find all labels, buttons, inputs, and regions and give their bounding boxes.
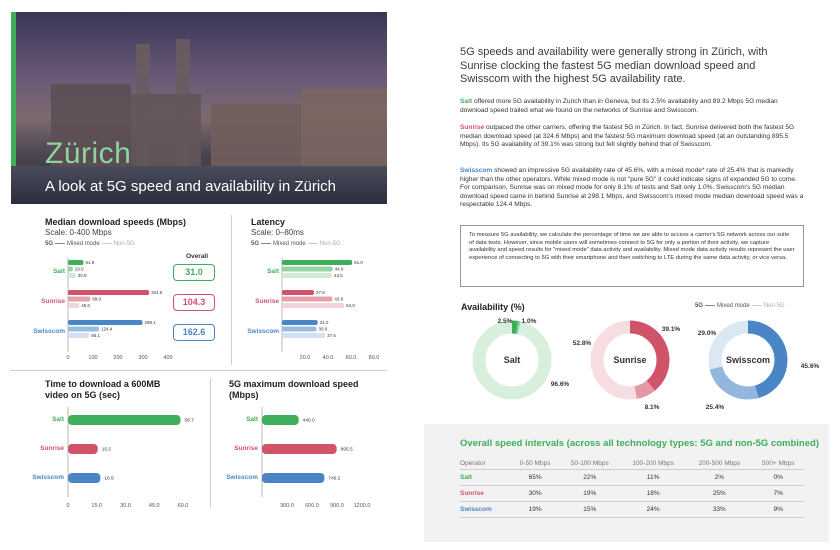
operator-label: Swisscom (226, 474, 258, 481)
bar (68, 303, 79, 308)
bar (68, 415, 181, 425)
operator-label: Sunrise (255, 298, 279, 305)
table-cell: 24% (620, 502, 686, 518)
col-header: 500+ Mbps (752, 458, 804, 470)
legend-non5g: Non-5G (319, 241, 341, 247)
table-cell: 33% (686, 502, 752, 518)
bar (262, 415, 299, 425)
col-header: 0-50 Mbps (511, 458, 560, 470)
tick-label: 40.0 (322, 355, 334, 361)
hero-city-title: Zürich (45, 137, 132, 170)
legend-mixed: Mixed mode (273, 241, 306, 247)
availability-title: Availability (%) (461, 302, 525, 312)
data-label: 44.0 (334, 266, 344, 272)
legend-non5g: Non-5G (113, 241, 135, 247)
paragraph-text: showed an impressive 5G availability rate of 45.6%, with a mixed mode* rate of 25.4% that is markedly higher than the other operators. While mixed mode is not "pure 5G" it could indicate signs of expanded 5G to come. For comparison, Sunrise was on mixed mode for only 8.1% of tests and Salt only 1.0%. Swisscom's 5G median download speed came in behind Sunrise at 298.1 Mbps, and Swisscom's mixed mode median download speed was a respectable 124.4 Mbps. (460, 167, 804, 208)
bar (282, 333, 325, 338)
table-cell: 15% (560, 502, 620, 518)
donut-label: Sunrise (613, 355, 647, 365)
max-chart-title: 5G maximum download speed (Mbps) (229, 379, 359, 400)
tick-label: 200 (113, 355, 123, 361)
col-header: 200-500 Mbps (686, 458, 752, 470)
tick-label: 600.0 (305, 503, 319, 509)
intervals-panel (424, 424, 829, 542)
tick-label: 1200.0 (353, 503, 371, 509)
paragraph-swisscom (460, 167, 805, 210)
data-label: 16.9 (104, 476, 114, 482)
paragraph-text: outpaced the other carriers, offering the fastest 5G in Zürich. In fact, Sunrise delivered both the fastest 5G median download speed (at 324.6 Mbps) and the fastest 5G maximum download speed (at an outstanding 895.5 Mbps). Its 5G availability of 39.1% was strong but fell slightly behind that of Swisscom. (460, 124, 795, 148)
operator-label: Salt (53, 268, 65, 275)
data-label: 440.0 (302, 418, 315, 424)
percent-label: 39.1% (661, 326, 681, 333)
row-operator: Sunrise (460, 486, 511, 502)
bar (262, 444, 337, 454)
bar (262, 473, 324, 483)
median-chart-scale: Scale: 0-400 Mbps (45, 228, 112, 237)
tick-label: 80.0 (368, 355, 380, 361)
data-label: 61.0 (354, 260, 363, 266)
table-row (460, 502, 804, 518)
data-label: 61.9 (85, 260, 95, 266)
operator-name: Sunrise (460, 124, 485, 131)
availability-donuts (460, 312, 830, 412)
tick-label: 300.0 (280, 503, 294, 509)
table-cell: 22% (560, 470, 620, 486)
operator-name: Swisscom (460, 167, 493, 174)
tick-label: 20.0 (299, 355, 311, 361)
bar (282, 260, 352, 265)
percent-label: 2.5% (497, 318, 513, 325)
legend-non5g: Non-5G (763, 303, 785, 309)
intervals-title: Overall speed intervals (across all technology types: 5G and non-5G combined) (460, 438, 819, 449)
data-label: 298.1 (144, 320, 156, 326)
table-cell: 0% (752, 470, 804, 486)
data-label: 45.0 (81, 303, 91, 309)
latency-legend (251, 241, 341, 247)
availability-legend (695, 303, 785, 309)
paragraph-text: offered more 5G availability in Zurich than in Geneva, but its 2.5% availability and 89.2 Mbps 5G median download speed trailed what we found on the networks of Sunrise and Swisscom. (460, 98, 778, 114)
data-label: 31.0 (319, 320, 329, 326)
data-label: 324.6 (151, 290, 163, 296)
data-label: 895.5 (340, 447, 353, 453)
paragraph-sunrise (460, 124, 805, 150)
data-label: 15.5 (101, 447, 112, 453)
hero-subtitle: A look at 5G speed and availability in Zürich (45, 178, 336, 195)
percent-label: 29.0% (697, 330, 717, 337)
ttd-chart-title: Time to download a 600MB video on 5G (sec) (45, 379, 161, 400)
median-chart-title: Median download speeds (Mbps) (45, 217, 187, 227)
table-cell: 25% (686, 486, 752, 502)
bar (68, 444, 98, 454)
bar (282, 303, 344, 308)
data-label: 30.0 (318, 326, 328, 332)
bar (68, 260, 83, 265)
percent-label: 52.8% (572, 340, 592, 347)
data-label: 124.4 (101, 326, 113, 332)
operator-label: Salt (246, 416, 258, 423)
data-label: 89.0 (92, 296, 102, 302)
bar (68, 267, 73, 272)
table-header-row (460, 458, 804, 470)
tick-label: 100 (88, 355, 98, 361)
intervals-table (460, 458, 804, 518)
legend-5g: 5G (695, 303, 704, 309)
tick-label: 60.0 (177, 503, 189, 509)
percent-label: 25.4% (705, 404, 725, 411)
table-cell: 30% (511, 486, 560, 502)
bar (282, 267, 333, 272)
tick-label: 60.0 (345, 355, 357, 361)
row-operator: Salt (460, 470, 511, 486)
legend-mixed: Mixed mode (717, 303, 750, 309)
latency-chart (236, 258, 386, 364)
tick-label: 300 (138, 355, 148, 361)
col-header: Operator (460, 458, 511, 470)
percent-label: 8.1% (644, 404, 660, 411)
table-row (460, 470, 804, 486)
table-cell: 19% (560, 486, 620, 502)
tick-label: 0 (66, 355, 70, 361)
bar (282, 327, 317, 332)
intro-text: 5G speeds and availability were generally strong in Zürich, with Sunrise clocking the fastest 5G median download speed and Swisscom with the highest 5G availability rate. (460, 46, 768, 85)
methodology-box: To measure 5G availability, we calculate the percentage of time we are able to access a carrier's 5G network across our suite of data tests. However, since mobile users will sometimes connect to 5G for only a portion of their activity, we capture availability and speed results for "mixed mode" data activity and availability. Mixed mode data activity results represent the user experience of connecting to 5G with their smartphone and then switching to LTE during the same data activity, or vice versa. (460, 225, 804, 287)
donut-label: Salt (503, 355, 521, 365)
table-cell: 18% (620, 486, 686, 502)
percent-label: 1.0% (521, 318, 537, 325)
operator-label: Sunrise (234, 445, 258, 452)
latency-chart-title: Latency (251, 217, 286, 227)
operator-label: Swisscom (247, 328, 279, 335)
bar (282, 320, 318, 325)
bar (68, 290, 149, 295)
bar (68, 473, 100, 483)
median-legend (45, 241, 135, 247)
table-cell: 11% (620, 470, 686, 486)
overall-swisscom: 162.6 (173, 324, 215, 341)
operator-label: Salt (267, 268, 279, 275)
data-label: 43.5 (334, 273, 343, 279)
tick-label: 15.0 (91, 503, 103, 509)
data-label: 37.5 (327, 333, 336, 339)
tick-label: 900.0 (330, 503, 344, 509)
divider (10, 370, 387, 371)
donut-label: Swisscom (725, 355, 771, 365)
col-header: 100-200 Mbps (620, 458, 686, 470)
hero-image (11, 12, 387, 204)
ttd-chart (30, 405, 200, 515)
legend-5g: 5G (45, 241, 54, 247)
data-label: 27.8 (315, 290, 325, 296)
max-chart (212, 405, 382, 515)
bar (282, 290, 314, 295)
data-label: 30.9 (77, 273, 87, 279)
operator-label: Swisscom (33, 328, 65, 335)
col-header: 50-100 Mbps (560, 458, 620, 470)
bar (68, 273, 76, 278)
tick-label: 30.0 (120, 503, 131, 509)
bar (282, 297, 332, 302)
tick-label: 0 (66, 503, 70, 509)
operator-name: Salt (460, 98, 473, 105)
data-label: 58.7 (184, 418, 194, 424)
overall-sunrise: 104.3 (173, 294, 215, 311)
operator-label: Sunrise (41, 298, 65, 305)
operator-label: Salt (52, 416, 64, 423)
table-row (460, 486, 804, 502)
tick-label: 400 (163, 355, 173, 361)
table-cell: 2% (686, 470, 752, 486)
tick-label: 45.0 (148, 503, 160, 509)
table-cell: 9% (752, 502, 804, 518)
median-chart (33, 258, 173, 364)
row-operator: Swisscom (460, 502, 511, 518)
divider (231, 215, 232, 365)
divider (210, 378, 211, 508)
bar (68, 320, 143, 325)
operator-label: Sunrise (40, 445, 64, 452)
paragraph-salt (460, 98, 805, 115)
data-label: 749.2 (328, 476, 341, 482)
table-cell: 65% (511, 470, 560, 486)
data-label: 85.1 (91, 333, 101, 339)
overall-label: Overall (186, 253, 209, 260)
data-label: 54.0 (346, 303, 355, 309)
latency-chart-scale: Scale: 0–80ms (251, 228, 304, 237)
data-label: 19.0 (74, 266, 84, 272)
percent-label: 45.6% (800, 363, 820, 370)
bar (68, 333, 89, 338)
legend-5g: 5G (251, 241, 260, 247)
overall-salt: 31.0 (173, 264, 215, 281)
percent-label: 96.6% (550, 381, 570, 388)
operator-label: Swisscom (32, 474, 64, 481)
legend-mixed: Mixed mode (67, 241, 100, 247)
table-cell: 7% (752, 486, 804, 502)
bar (68, 327, 99, 332)
data-label: 43.8 (334, 296, 344, 302)
bar (68, 297, 90, 302)
bar (282, 273, 332, 278)
table-cell: 19% (511, 502, 560, 518)
